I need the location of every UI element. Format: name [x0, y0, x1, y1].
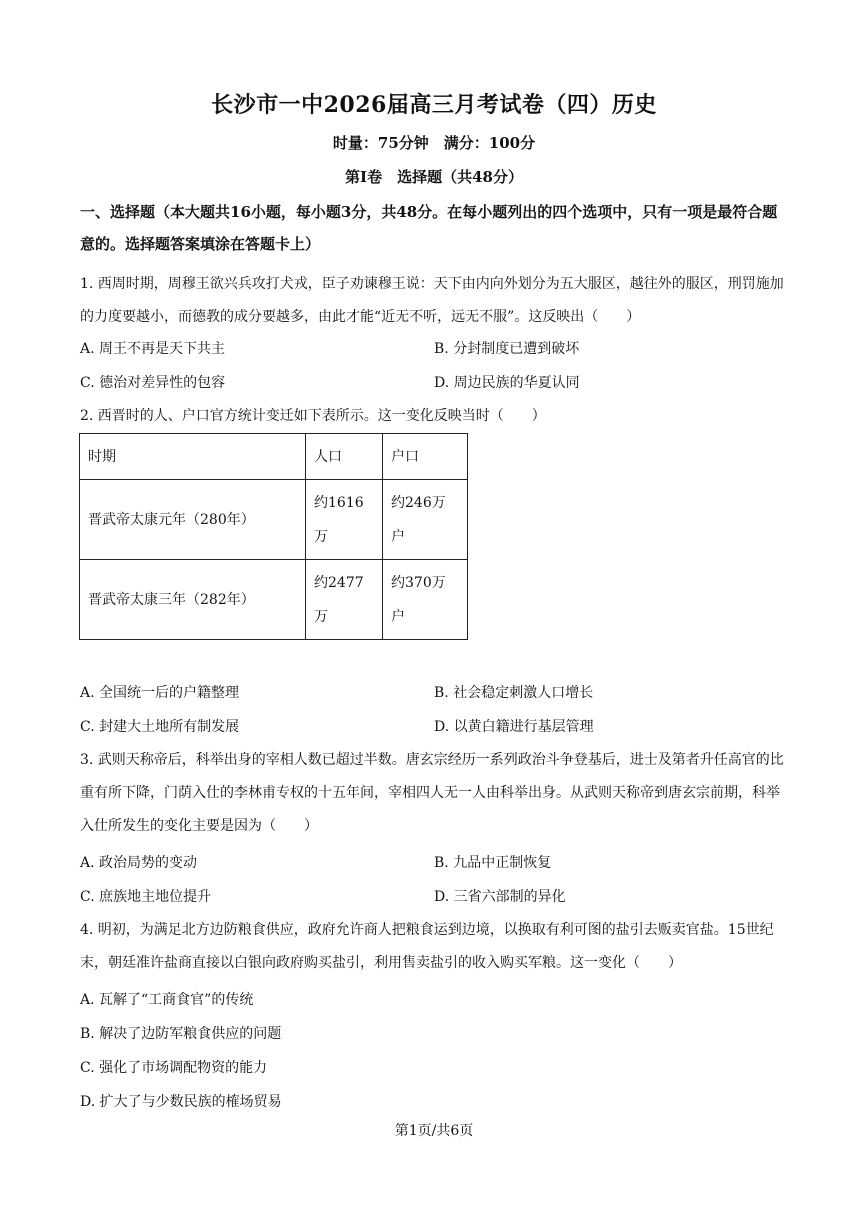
table-cell: 约370万户 [383, 560, 468, 640]
question-3-option-d: D. 三省六部制的异化 [434, 889, 566, 905]
table-cell: 约246万户 [383, 480, 468, 560]
question-4-option-a: A. 瓦解了“工商食官”的传统 [80, 992, 254, 1008]
table-cell: 约1616万 [306, 480, 383, 560]
question-1-option-b: B. 分封制度已遭到破坏 [434, 341, 580, 357]
question-2-option-a: A. 全国统一后的户籍整理 [80, 685, 240, 701]
population-table [79, 433, 468, 640]
question-1-option-c: C. 德治对差异性的包容 [80, 375, 226, 391]
question-1-stem: 1. 西周时期，周穆王欲兴兵攻打犬戎，臣子劝谏穆王说：天下由内向外划分为五大服区，越往外的服区，刑罚施加的力度要越小，而德教的成分要越多，由此才能“近无不听，远无不服”。这反映出（ ） [80, 276, 784, 325]
table-header-cell: 户口 [383, 434, 468, 480]
table-cell: 晋武帝太康元年（280年） [80, 480, 306, 560]
table-header-cell: 时期 [80, 434, 306, 480]
question-3-option-a: A. 政治局势的变动 [80, 855, 198, 871]
table-cell: 晋武帝太康三年（282年） [80, 560, 306, 640]
question-2-stem: 2. 西晋时的人、户口官方统计变迁如下表所示。这一变化反映当时（ ） [80, 408, 546, 424]
table-header-cell: 人口 [306, 434, 383, 480]
table-cell: 约2477万 [306, 560, 383, 640]
question-4-option-b: B. 解决了边防军粮食供应的问题 [80, 1026, 282, 1042]
question-4-option-d: D. 扩大了与少数民族的榷场贸易 [80, 1094, 282, 1110]
part-heading: 第Ⅰ卷 选择题（共48分） [345, 168, 523, 186]
question-2-option-b: B. 社会稳定刺激人口增长 [434, 685, 594, 701]
question-3-option-c: C. 庶族地主地位提升 [80, 889, 212, 905]
question-2-option-d: D. 以黄白籍进行基层管理 [434, 719, 594, 735]
section-heading: 一、选择题（本大题共16小题，每小题3分，共48分。在每小题列出的四个选项中，只有一项是最符合题意的。选择题答案填涂在答题卡上） [80, 203, 778, 253]
table-header-row [80, 434, 468, 480]
table-row [80, 560, 468, 640]
question-3-stem: 3. 武则天称帝后，科举出身的宰相人数已超过半数。唐玄宗经历一系列政治斗争登基后，进士及第者升任高官的比重有所下降，门荫入仕的李林甫专权的十五年间，宰相四人无一人由科举出身。从武则天称帝到唐玄宗前期，科举入仕所发生的变化主要是因为（ ） [80, 752, 784, 834]
question-3-option-b: B. 九品中正制恢复 [434, 855, 552, 871]
question-4-option-c: C. 强化了市场调配物资的能力 [80, 1060, 268, 1076]
exam-title: 长沙市一中2026届高三月考试卷（四）历史 [211, 92, 657, 118]
question-1-option-a: A. 周王不再是天下共主 [80, 341, 226, 357]
page-footer: 第1页/共6页 [394, 1123, 474, 1139]
question-4-stem: 4. 明初，为满足北方边防粮食供应，政府允许商人把粮食运到边境，以换取有利可图的盐引去贩卖官盐。15世纪末，朝廷准许盐商直接以白银向政府购买盐引，利用售卖盐引的收入购买军粮。这一变化（ ） [80, 922, 774, 971]
exam-meta: 时量：75分钟 满分：100分 [332, 134, 536, 152]
table-row [80, 480, 468, 560]
question-2-option-c: C. 封建大土地所有制发展 [80, 719, 240, 735]
question-1-option-d: D. 周边民族的华夏认同 [434, 375, 580, 391]
